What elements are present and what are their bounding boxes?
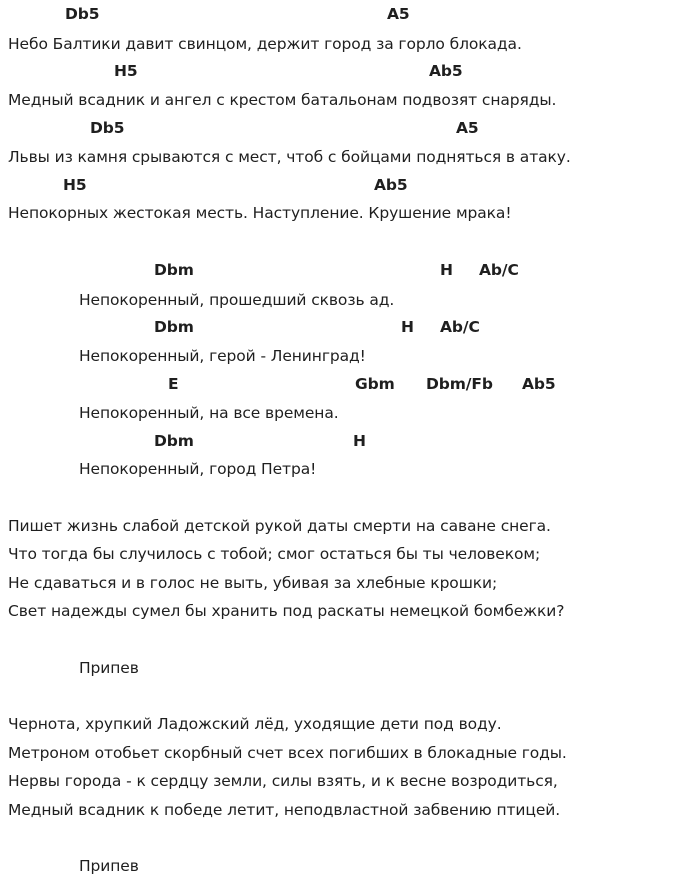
chord: Dbm [154,318,194,336]
lyric-line: Чернота, хрупкий Ладожский лёд, уходящие дети под воду. [8,715,502,733]
chord: Ab5 [522,375,556,393]
lyric-line: Непокоренный, город Петра! [79,460,317,478]
lyric-line: Непокорных жестокая месть. Наступление. Крушение мрака! [8,204,512,222]
chord: H5 [63,176,87,194]
chord: A5 [387,5,410,23]
lyric-line: Львы из камня срываются с мест, чтоб с бойцами подняться в атаку. [8,148,571,166]
chord: Db5 [90,119,125,137]
lyric-line: Медный всадник и ангел с крестом батальонам подвозят снаряды. [8,91,557,109]
lyric-line: Непокоренный, герой - Ленинград! [79,347,366,365]
chord: Ab5 [429,62,463,80]
refrain-label: Припев [79,659,139,677]
chord: Ab/C [440,318,480,336]
chord: Db5 [65,5,100,23]
lyric-line: Не сдаваться и в голос не выть, убивая за хлебные крошки; [8,574,498,592]
chord: Gbm [355,375,395,393]
lyric-line: Пишет жизнь слабой детской рукой даты смерти на саване снега. [8,517,551,535]
lyric-line: Что тогда бы случилось с тобой; смог остаться бы ты человеком; [8,545,541,563]
chord: H [401,318,414,336]
lyric-line: Метроном отобьет скорбный счет всех погибших в блокадные годы. [8,744,567,762]
chord: Ab/C [479,261,519,279]
chord: E [168,375,179,393]
chord: H [440,261,453,279]
lyric-line: Свет надежды сумел бы хранить под раскаты немецкой бомбежки? [8,602,565,620]
lyric-line: Медный всадник к победе летит, неподвластной забвению птицей. [8,801,561,819]
chord: Dbm [154,261,194,279]
lyric-line: Непокоренный, прошедший сквозь ад. [79,291,395,309]
chord: Ab5 [374,176,408,194]
lyric-line: Нервы города - к сердцу земли, силы взять, и к весне возродиться, [8,772,558,790]
lyric-line: Небо Балтики давит свинцом, держит город за горло блокада. [8,35,522,53]
lyric-line: Непокоренный, на все времена. [79,404,339,422]
chord: H5 [114,62,138,80]
chord: A5 [456,119,479,137]
chord: Dbm/Fb [426,375,493,393]
chord: Dbm [154,432,194,450]
chord: H [353,432,366,450]
refrain-label: Припев [79,857,139,875]
